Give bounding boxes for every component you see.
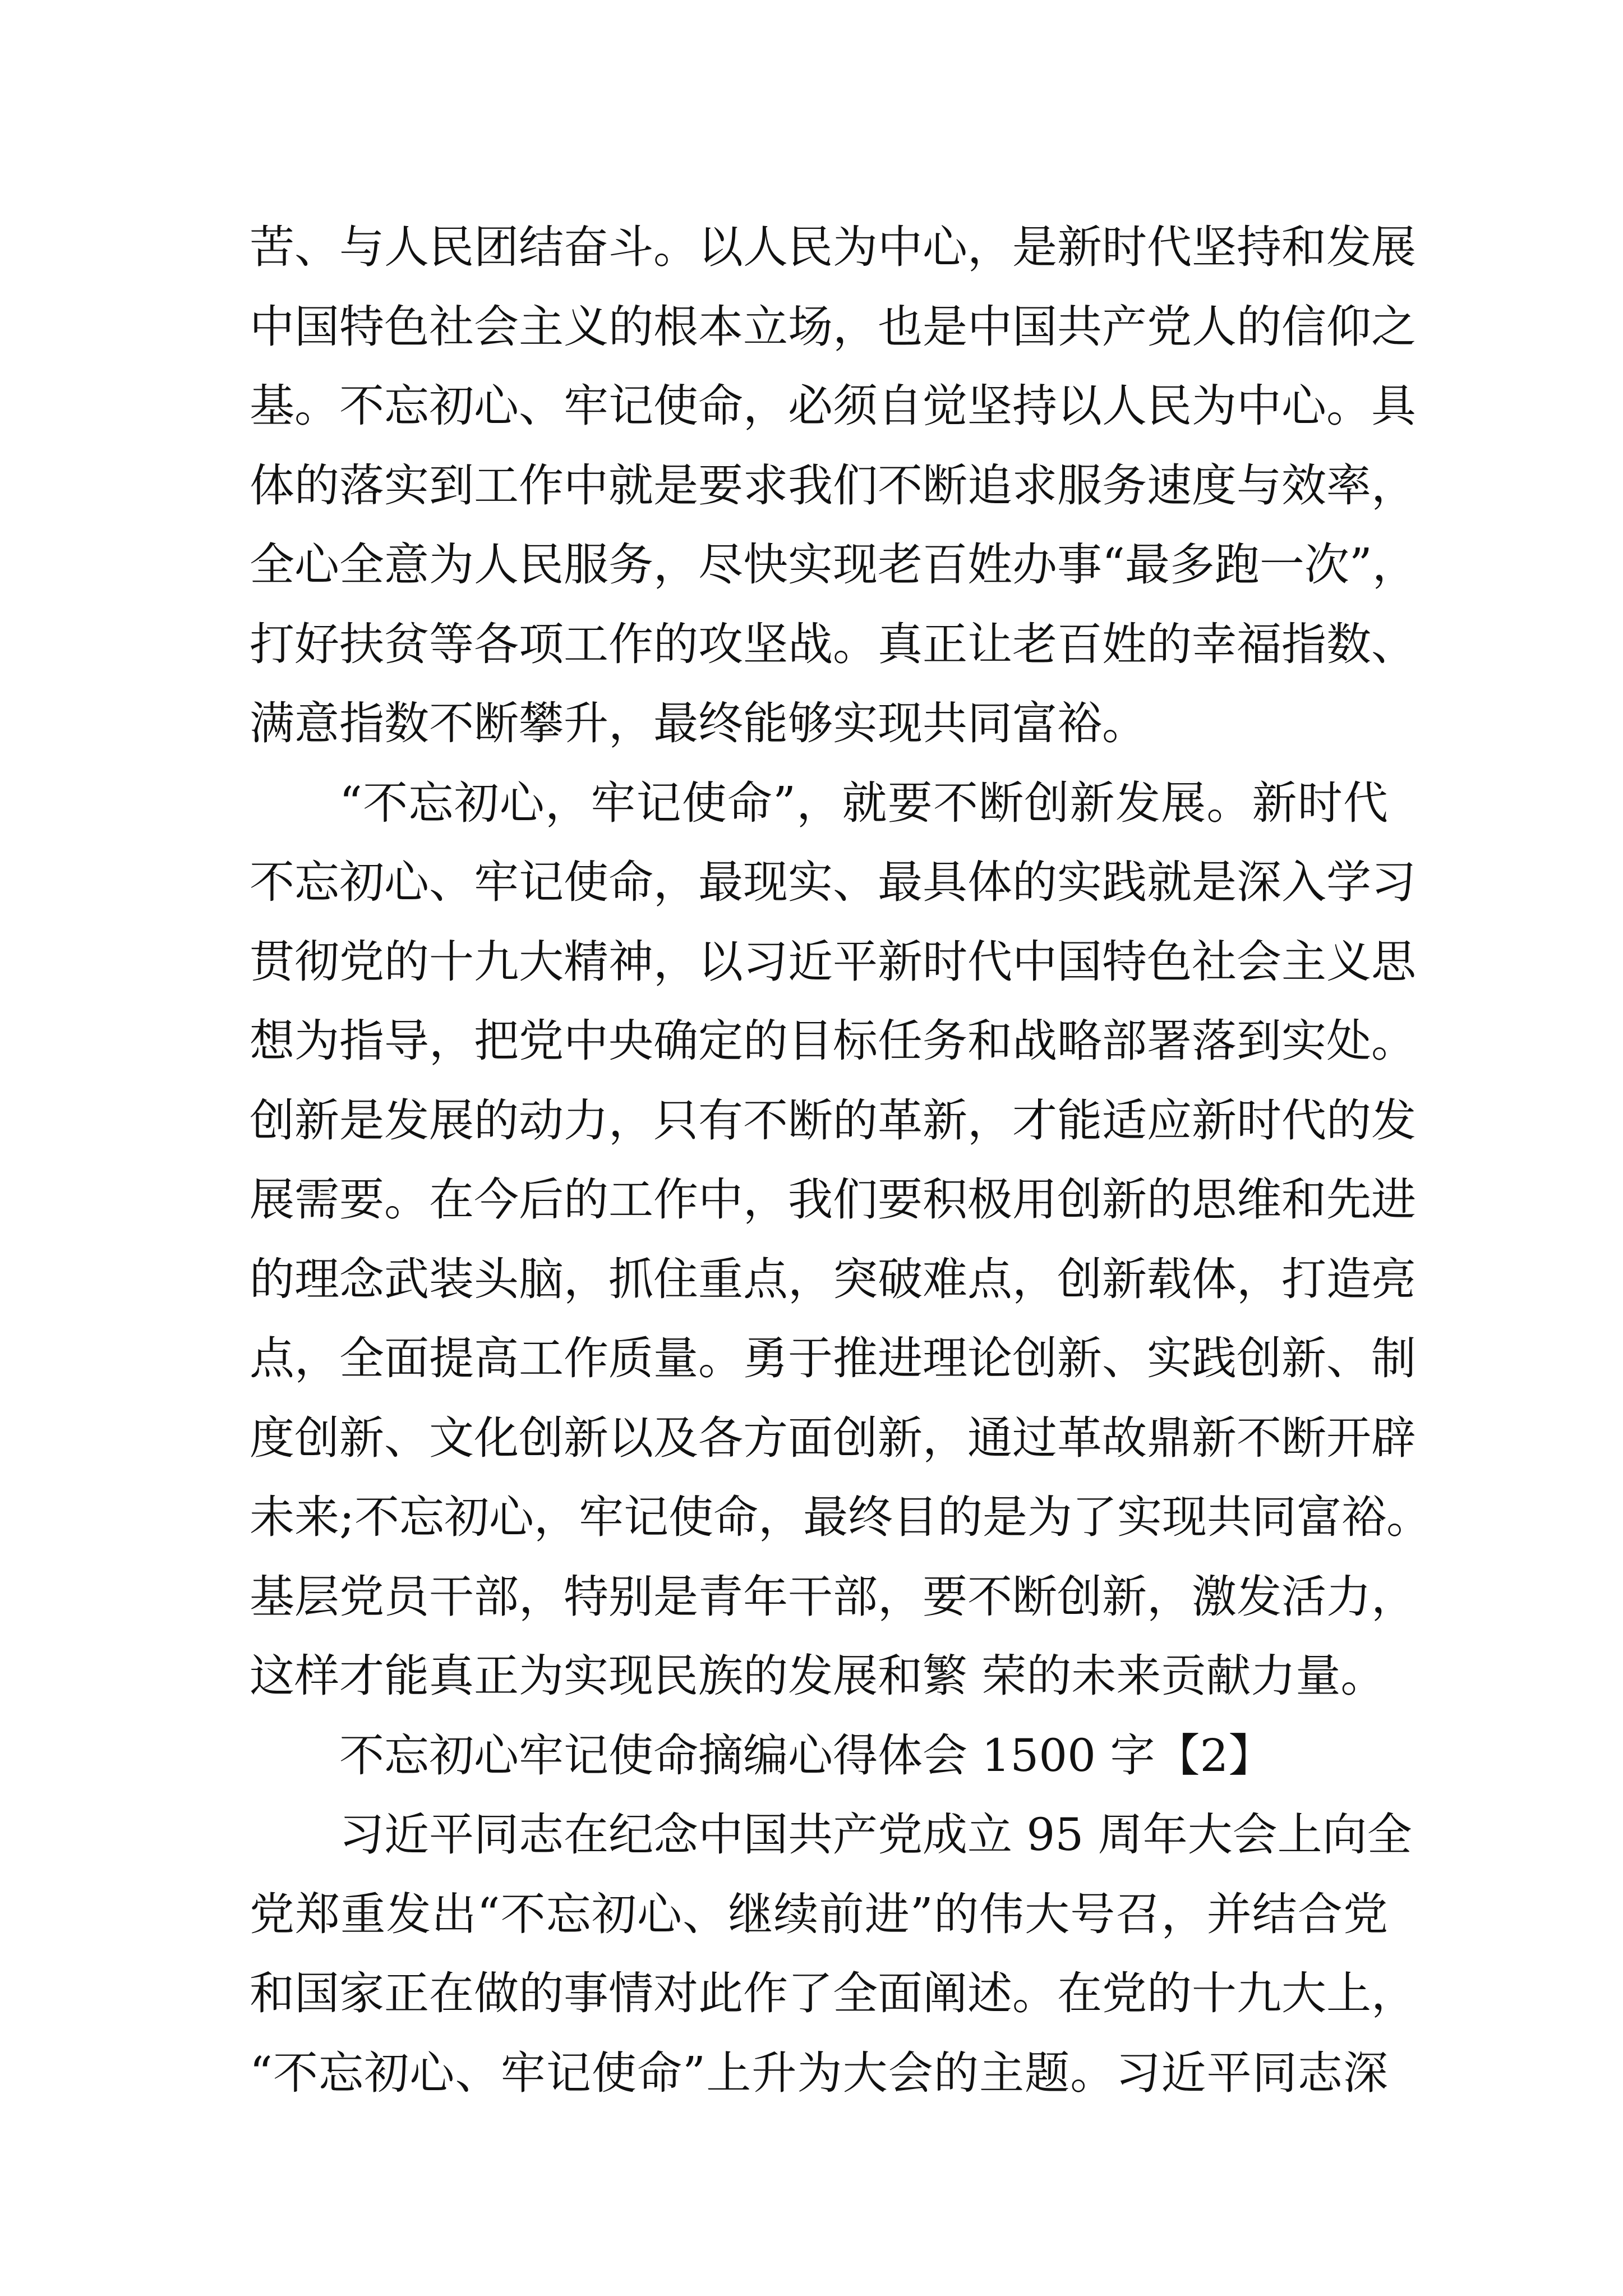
paragraph-2-line: 贯彻党的十九大精神，以习近平新时代中国特色社会主义思 xyxy=(250,935,1416,988)
paragraph-2-line: 的理念武装头脑，抓住重点，突破难点，创新载体，打造亮 xyxy=(250,1253,1416,1305)
paragraph-3-line: 习近平同志在纪念中国共产党成立 95 周年大会上向全 xyxy=(339,1809,1412,1861)
paragraph-1-line: 满意指数不断攀升，最终能够实现共同富裕。 xyxy=(250,697,1147,749)
paragraph-2-line: 展需要。在今后的工作中，我们要积极用创新的思维和先进 xyxy=(250,1174,1416,1226)
paragraph-2-line: 创新是发展的动力，只有不断的革新，才能适应新时代的发 xyxy=(250,1094,1416,1147)
paragraph-2-line: 基层党员干部，特别是青年干部，要不断创新，激发活力， xyxy=(250,1570,1416,1623)
paragraph-2-line: 想为指导，把党中央确定的目标任务和战略部署落到实处。 xyxy=(250,1015,1416,1067)
paragraph-2-line: 未来;不忘初心，牢记使命，最终目的是为了实现共同富裕。 xyxy=(250,1491,1431,1543)
paragraph-3-line: “不忘初心、牢记使命”上升为大会的主题。习近平同志深 xyxy=(250,2046,1388,2099)
paragraph-3-line: 和国家正在做的事情对此作了全面阐述。在党的十九大上， xyxy=(250,1967,1416,2019)
paragraph-1-line: 打好扶贫等各项工作的攻坚战。真正让老百姓的幸福指数、 xyxy=(250,618,1416,670)
paragraph-1-line: 苦、与人民团结奋斗。以人民为中心，是新时代坚持和发展 xyxy=(250,221,1416,273)
document-body xyxy=(250,208,1431,2113)
paragraph-1-line: 中国特色社会主义的根本立场，也是中国共产党人的信仰之 xyxy=(250,300,1416,353)
paragraph-2-line: “不忘初心，牢记使命”，就要不断创新发展。新时代 xyxy=(339,776,1388,829)
paragraph-1-line: 体的落实到工作中就是要求我们不断追求服务速度与效率， xyxy=(250,459,1416,512)
paragraph-2-line: 点，全面提高工作质量。勇于推进理论创新、实践创新、制 xyxy=(250,1332,1416,1384)
paragraph-2-line: 度创新、文化创新以及各方面创新，通过革故鼎新不断开辟 xyxy=(250,1411,1416,1464)
paragraph-1-line: 全心全意为人民服务，尽快实现老百姓办事“最多跑一次”， xyxy=(250,539,1417,591)
paragraph-2-line: 这样才能真正为实现民族的发展和繁 荣的未来贡献力量。 xyxy=(250,1650,1386,1702)
paragraph-1-line: 基。不忘初心、牢记使命，必须自觉坚持以人民为中心。具 xyxy=(250,380,1416,432)
paragraph-2-line: 不忘初心、牢记使命，最现实、最具体的实践就是深入学习 xyxy=(250,856,1416,908)
paragraph-3-line: 党郑重发出“不忘初心、继续前进”的伟大号召，并结合党 xyxy=(250,1888,1388,1940)
section-heading: 不忘初心牢记使命摘编心得体会 1500 字【2】 xyxy=(339,1729,1274,1782)
